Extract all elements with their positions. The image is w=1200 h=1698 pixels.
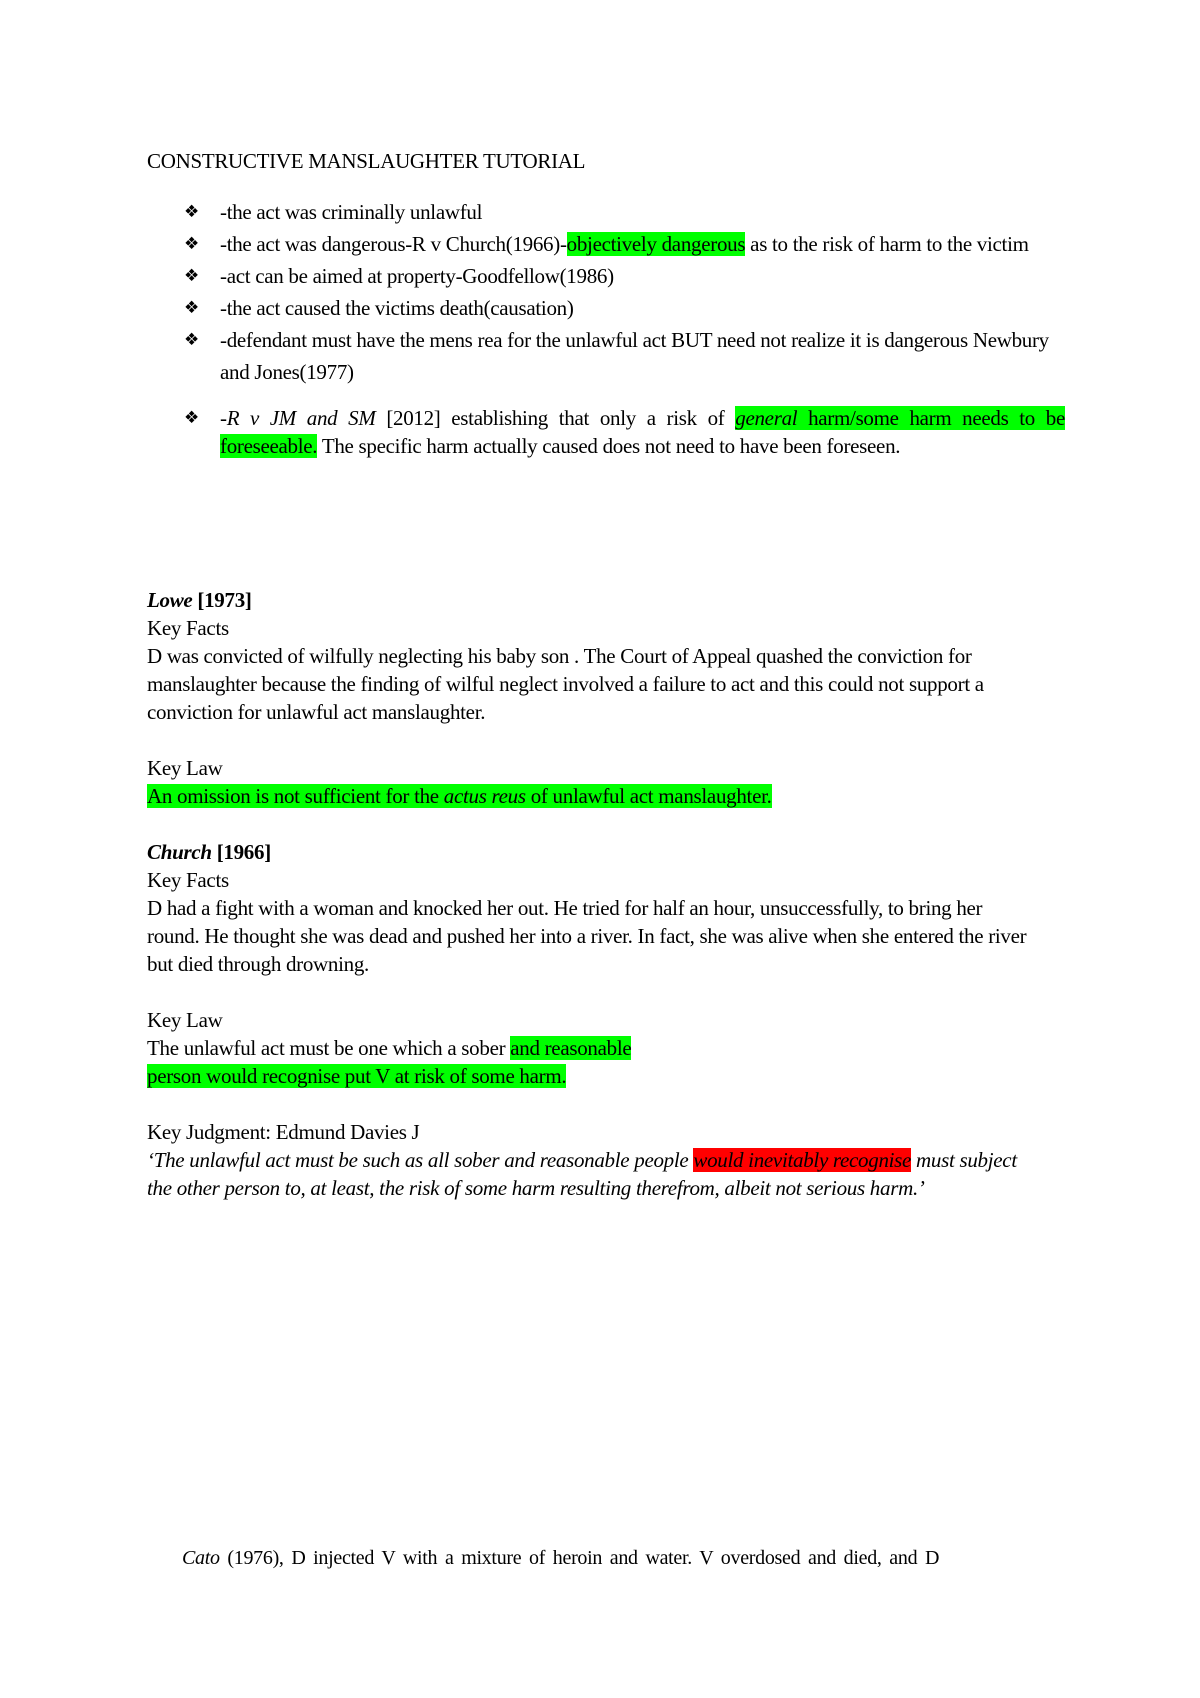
list-item-text: -the act was criminally unlawful [220, 200, 483, 224]
list-item-text: [2012] establishing that only a risk of [375, 406, 736, 430]
highlighted-text: An omission is not sufficient for the [147, 784, 444, 808]
diamond-bullet-icon: ❖ [184, 234, 199, 254]
highlighted-text: would inevitably recognise [693, 1148, 912, 1172]
diamond-bullet-icon: ❖ [184, 408, 199, 428]
highlighted-text: of unlawful act manslaughter. [525, 784, 772, 808]
highlighted-text: general [735, 406, 798, 430]
section-heading: Key Law [147, 756, 223, 780]
case-name: Cato [182, 1547, 220, 1569]
list-item-text: -the act caused the victims death(causation) [220, 296, 574, 320]
list-item-text: - [220, 406, 227, 430]
case-church [147, 838, 1027, 1202]
footer-case-cato [182, 1544, 939, 1572]
quote-text: must subject the other person to, at least, the risk of some harm resulting therefrom, albeit not serious harm.’ [147, 1148, 1017, 1200]
list-item [147, 196, 1065, 228]
list-item-text: as to the risk of harm to the victim [745, 232, 1029, 256]
highlighted-text: objectively dangerous [566, 232, 746, 256]
section-heading: Key Facts [147, 616, 229, 640]
judgment-quote [147, 1146, 1027, 1202]
highlighted-text: person would recognise put V at risk of some harm. [147, 1064, 567, 1088]
case-name: R v JM and SM [226, 406, 376, 430]
case-law [147, 782, 1027, 810]
list-item-text: -act can be aimed at property-Goodfellow(1986) [220, 264, 614, 288]
section-heading: Key Judgment: Edmund Davies J [147, 1120, 420, 1144]
case-year: [1973] [192, 588, 252, 612]
requirements-list [147, 196, 1065, 460]
list-item-text: -defendant must have the mens rea for the unlawful act BUT need not realize it is dangerous Newbury and Jones(1977) [220, 328, 1049, 384]
list-item-text: -the act was dangerous-R v Church(1966)- [220, 232, 567, 256]
diamond-bullet-icon: ❖ [184, 298, 199, 318]
highlighted-text: harm/some harm needs to be foreseeable. [220, 406, 1065, 458]
case-heading [147, 838, 1027, 866]
quote-text: ‘The unlawful act must be such as all sober and reasonable people [147, 1148, 694, 1172]
list-item [147, 324, 1065, 388]
case-facts: D had a fight with a woman and knocked her out. He tried for half an hour, unsuccessfully, to bring her round. He thought she was dead and pushed her into a river. In fact, she was alive when she entered the river but died through drowning. [147, 896, 1027, 976]
diamond-bullet-icon: ❖ [184, 202, 199, 222]
diamond-bullet-icon: ❖ [184, 266, 199, 286]
list-item-text: The specific harm actually caused does not need to have been foreseen. [317, 434, 901, 458]
list-item [147, 404, 1065, 460]
case-lowe [147, 586, 1027, 810]
case-name: Church [147, 840, 212, 864]
highlighted-text: actus reus [443, 784, 526, 808]
diamond-bullet-icon: ❖ [184, 330, 199, 350]
list-item [147, 260, 1065, 292]
highlighted-text: and reasonable [510, 1036, 632, 1060]
case-name: Lowe [147, 588, 193, 612]
case-year: [1966] [211, 840, 271, 864]
footer-text: (1976), D injected V with a mixture of heroin and water. V overdosed and died, and D [219, 1547, 940, 1569]
case-law [147, 1034, 1027, 1090]
case-law-text: The unlawful act must be one which a sober [147, 1036, 511, 1060]
case-facts: D was convicted of wilfully neglecting his baby son . The Court of Appeal quashed the conviction for manslaughter because the finding of wilful neglect involved a failure to act and this could not support a conviction for unlawful act manslaughter. [147, 644, 984, 724]
section-heading: Key Law [147, 1008, 223, 1032]
list-item [147, 292, 1065, 324]
document-title: CONSTRUCTIVE MANSLAUGHTER TUTORIAL [147, 149, 586, 173]
section-heading: Key Facts [147, 868, 229, 892]
case-heading [147, 586, 1027, 614]
list-item [147, 228, 1065, 260]
